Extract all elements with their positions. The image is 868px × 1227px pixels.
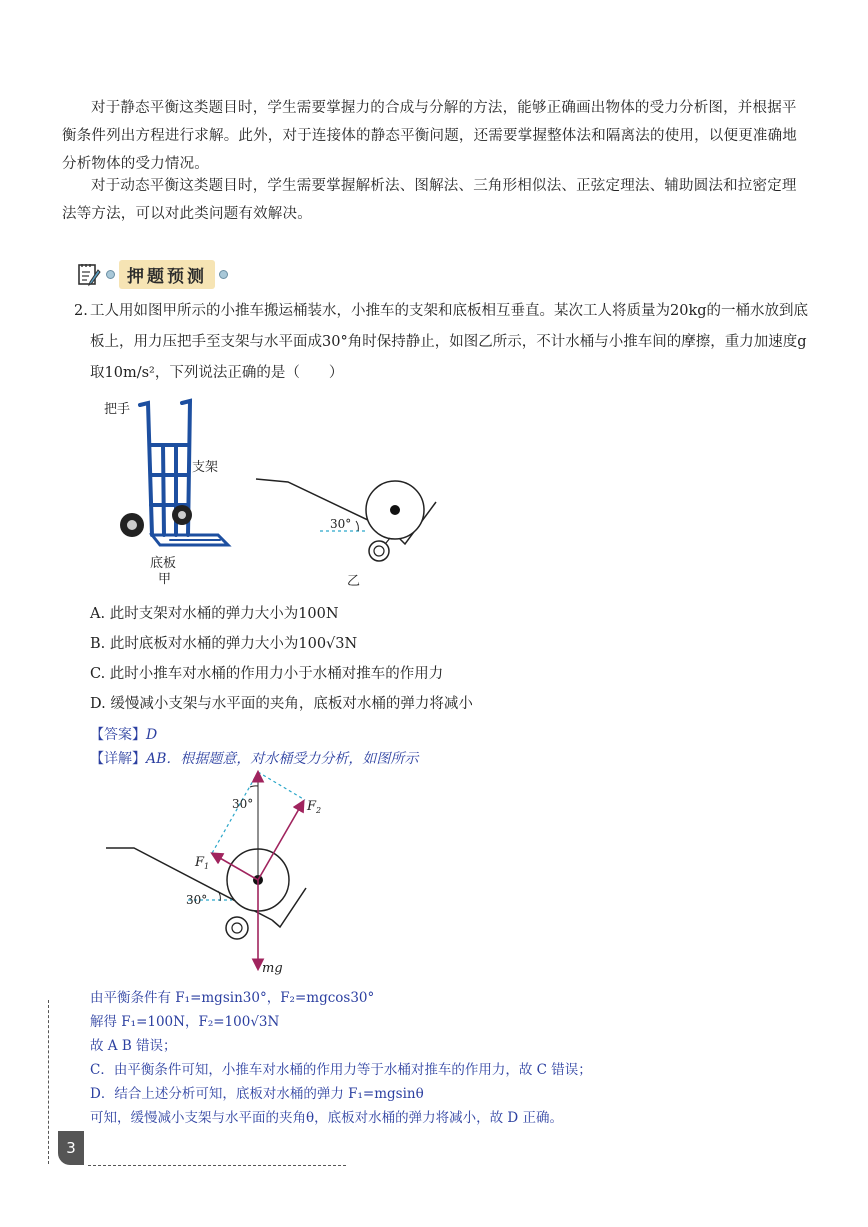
f1-label: $F_1$	[195, 855, 210, 871]
ground-angle-label: 30°	[186, 893, 208, 907]
section-header	[76, 258, 232, 290]
label-handle: 把手	[104, 402, 131, 417]
cart-diagram-yi	[250, 470, 450, 570]
detail-intro: 【详解】AB．根据题意，对水桶受力分析，如图所示	[90, 751, 419, 767]
force-diagram	[100, 770, 330, 980]
detail-line-2: 解得 F₁=100N，F₂=100√3N	[90, 1014, 280, 1030]
section-dot-right	[219, 270, 228, 279]
intro-paragraph-2: 对于动态平衡这类题目时，学生需要掌握解析法、图解法、三角形相似法、正弦定理法、辅助圆法和拉密定理法等方法，可以对此类问题有效解决。	[62, 178, 797, 222]
answer-value: D	[146, 727, 158, 743]
intro-paragraph-1: 对于静态平衡这类题目时，学生需要掌握力的合成与分解的方法，能够正确画出物体的受力分析图，并根据平衡条件列出方程进行求解。此外，对于连接体的静态平衡问题，还需要掌握整体法和隔离法的使用，以便更准确地分析物体的受力情况。	[62, 100, 797, 172]
detail-line-6: 可知，缓慢减小支架与水平面的夹角θ，底板对水桶的弹力将减小，故 D 正确。	[90, 1110, 564, 1126]
footer-horizontal-dash	[88, 1165, 346, 1166]
page-number: 3	[58, 1131, 84, 1165]
question-number: 2.	[74, 303, 88, 319]
detail-line-1: 由平衡条件有 F₁=mgsin30°，F₂=mgcos30°	[90, 990, 375, 1006]
section-title: 押题预测	[119, 260, 215, 289]
f2-label: $F_2$	[307, 799, 322, 815]
hand-truck-figure	[100, 395, 240, 565]
answer-line: 【答案】D	[90, 727, 158, 743]
notepad-pencil-icon	[76, 261, 102, 287]
option-c: C. 此时小推车对水桶的作用力小于水桶对推车的作用力	[90, 666, 444, 682]
label-yi: 乙	[347, 574, 361, 589]
mg-label: mg	[262, 961, 283, 976]
question-block	[74, 296, 814, 389]
option-b: B. 此时底板对水桶的弹力大小为100√3N	[90, 636, 358, 652]
detail-line-4: C．由平衡条件可知，小推车对水桶的作用力等于水桶对推车的作用力，故 C 错误；	[90, 1062, 592, 1078]
force-angle-label: 30°	[232, 797, 254, 811]
label-base: 底板	[150, 556, 177, 571]
label-frame: 支架	[192, 460, 219, 475]
option-a: A. 此时支架对水桶的弹力大小为100N	[90, 606, 339, 622]
margin-vertical-dash	[48, 1000, 49, 1164]
label-jia: 甲	[158, 572, 172, 587]
yi-angle-label: 30°	[330, 517, 352, 531]
detail-line-5: D．结合上述分析可知，底板对水桶的弹力 F₁=mgsinθ	[90, 1086, 424, 1102]
question-text: 工人用如图甲所示的小推车搬运桶装水，小推车的支架和底板相互垂直。某次工人将质量为20kg的一桶水放到底板上，用力压把手至支架与水平面成30°角时保持静止，如图乙所示，不计水桶与小推车间的摩擦，重力加速度g取10m/s²，下列说法正确的是（ ）	[90, 303, 809, 381]
option-d: D. 缓慢减小支架与水平面的夹角，底板对水桶的弹力将减小	[90, 696, 473, 712]
detail-line-3: 故 A B 错误；	[90, 1038, 177, 1054]
section-dot-left	[106, 270, 115, 279]
